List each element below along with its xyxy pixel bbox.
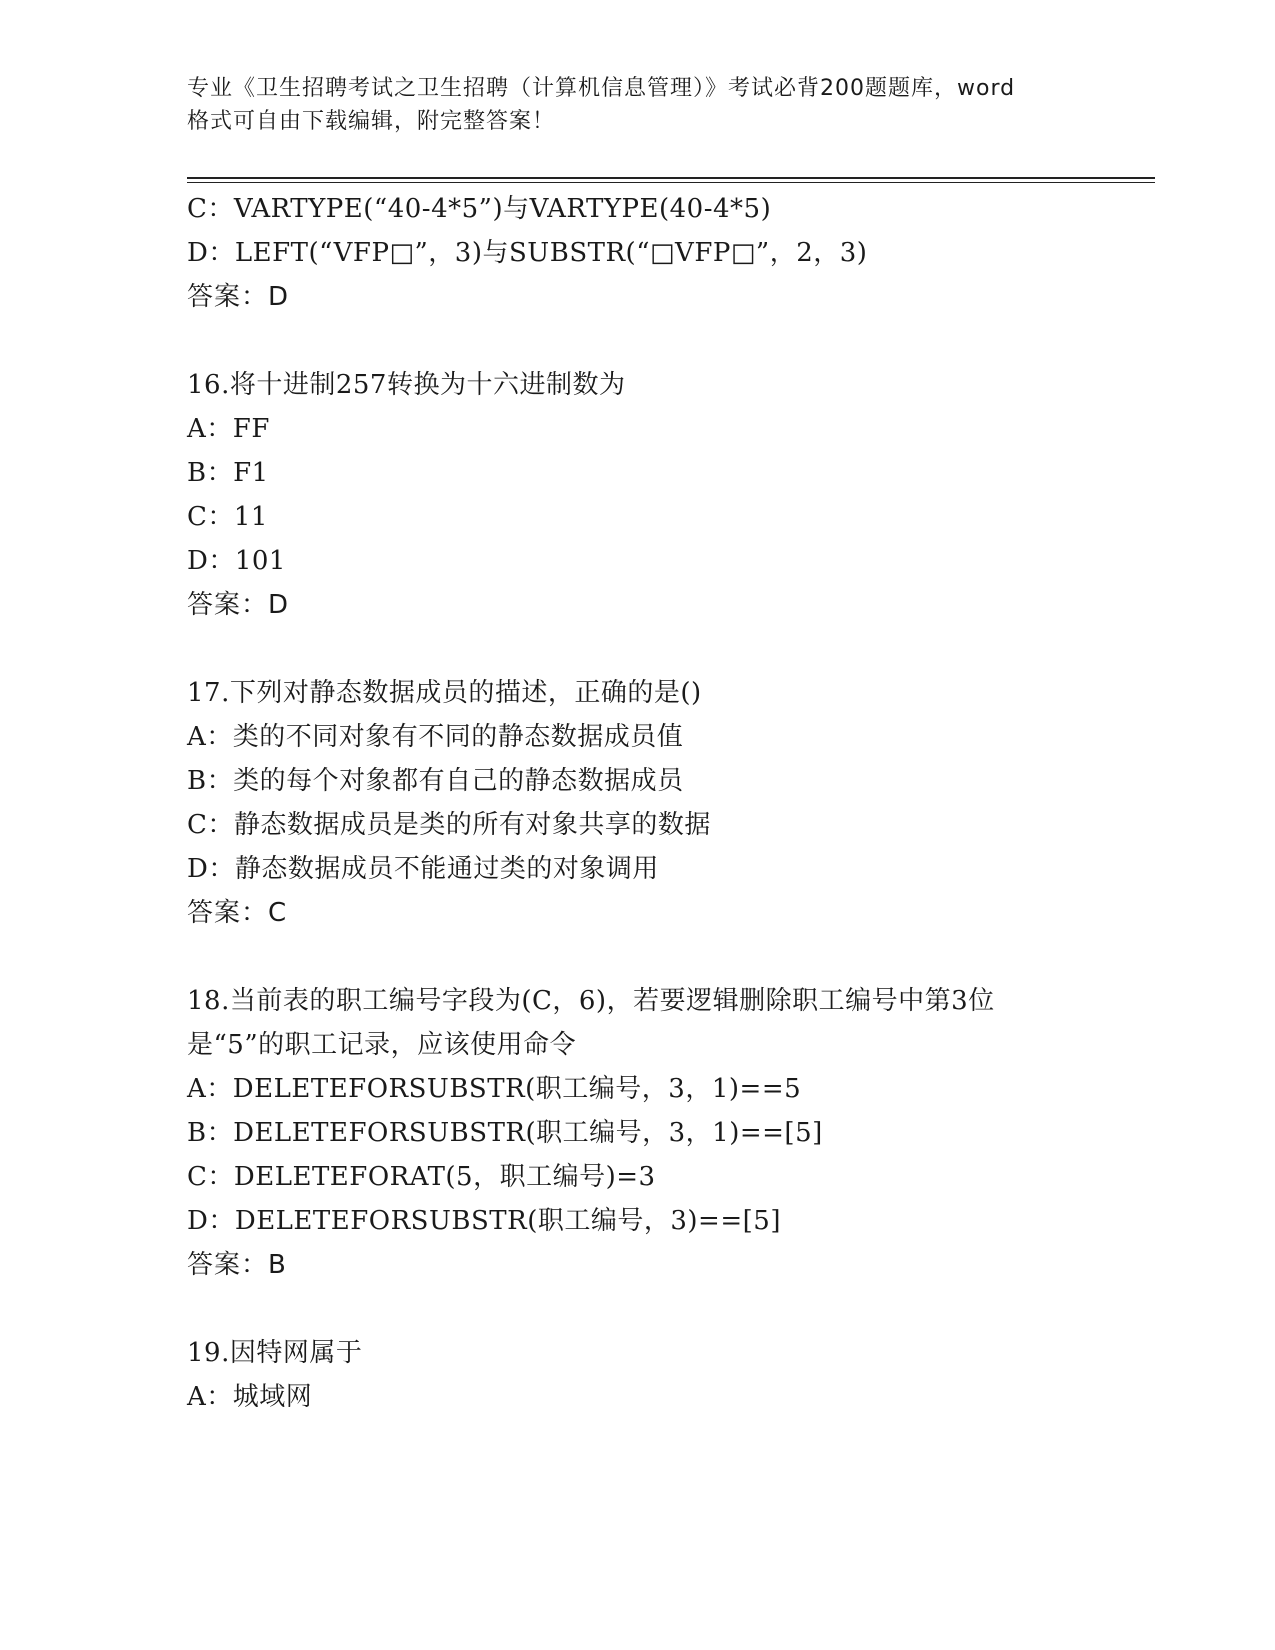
- q16-answer: 答案：D: [187, 590, 290, 620]
- q15-option-c: C：VARTYPE(“40-4*5”)与VARTYPE(40-4*5): [187, 194, 772, 224]
- q17-option-c: C：静态数据成员是类的所有对象共享的数据: [187, 810, 711, 840]
- q16-option-d: D：101: [187, 546, 286, 576]
- q16-option-c: C：11: [187, 502, 268, 532]
- q18-question-line-2: 是“5”的职工记录，应该使用命令: [187, 1030, 577, 1060]
- q18-answer: 答案：B: [187, 1250, 287, 1280]
- header-divider-thin: [187, 182, 1155, 183]
- q18-question-line-1: 18.当前表的职工编号字段为(C，6)，若要逻辑删除职工编号中第3位: [187, 986, 995, 1016]
- q18-option-c: C：DELETEFORAT(5，职工编号)=3: [187, 1162, 656, 1192]
- document-header: [187, 72, 1087, 138]
- q16-question: 16.将十进制257转换为十六进制数为: [187, 370, 626, 400]
- q19-question: 19.因特网属于: [187, 1338, 363, 1368]
- q17-question: 17.下列对静态数据成员的描述，正确的是(): [187, 678, 702, 708]
- q18-option-d: D：DELETEFORSUBSTR(职工编号，3)==[5]: [187, 1206, 781, 1236]
- q17-option-a: A：类的不同对象有不同的静态数据成员值: [187, 722, 684, 752]
- q16-option-b: B：F1: [187, 458, 269, 488]
- q18-option-a: A：DELETEFORSUBSTR(职工编号，3，1)==5: [187, 1074, 802, 1104]
- q17-answer: 答案：C: [187, 898, 288, 928]
- q19-option-a: A：城域网: [187, 1382, 313, 1412]
- header-line-2: 格式可自由下载编辑，附完整答案！: [187, 109, 556, 134]
- q17-option-b: B：类的每个对象都有自己的静态数据成员: [187, 766, 684, 796]
- q17-option-d: D：静态数据成员不能通过类的对象调用: [187, 854, 659, 884]
- q15-answer: 答案：D: [187, 282, 290, 312]
- header-line-1: 专业《卫生招聘考试之卫生招聘（计算机信息管理）》考试必背200题题库，word: [187, 76, 1016, 101]
- header-divider-thick: [187, 177, 1155, 179]
- q15-option-d: D：LEFT(“VFP□”，3)与SUBSTR(“□VFP□”，2，3): [187, 238, 868, 268]
- q16-option-a: A：FF: [187, 414, 270, 444]
- q18-option-b: B：DELETEFORSUBSTR(职工编号，3，1)==[5]: [187, 1118, 823, 1148]
